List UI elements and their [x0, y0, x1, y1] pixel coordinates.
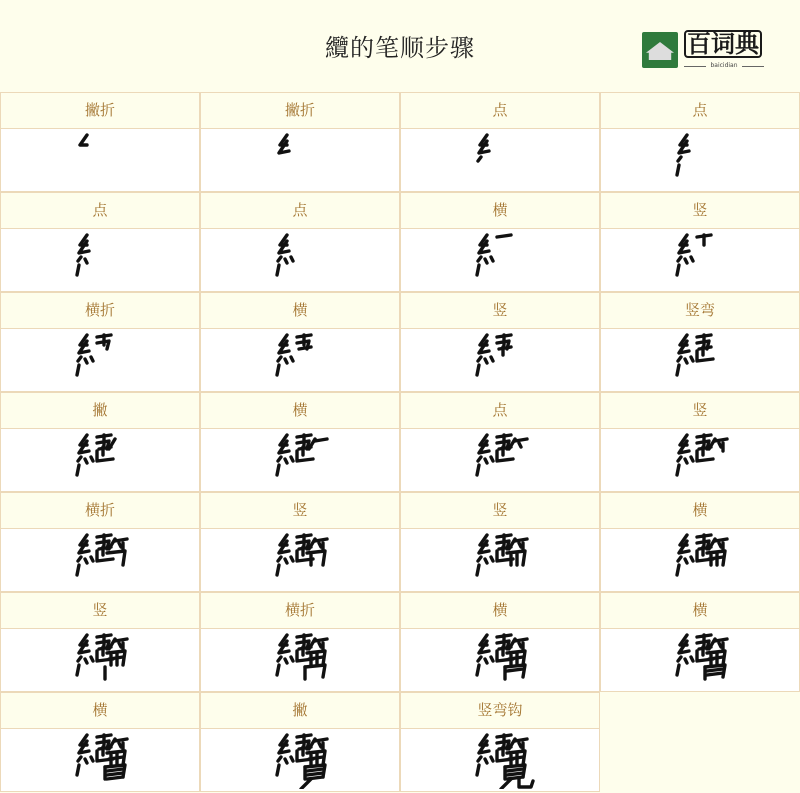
stroke-path — [491, 257, 493, 261]
stroke-path — [491, 357, 493, 361]
stroke-name: 横折 — [0, 292, 200, 329]
stroke-path — [519, 443, 521, 447]
stroke-progress-glyph — [600, 629, 800, 692]
stroke-progress-glyph — [400, 729, 600, 792]
character-glyph-icon — [275, 131, 335, 189]
stroke-progress-glyph — [400, 329, 600, 392]
stroke-step-cell — [0, 192, 200, 292]
stroke-path — [78, 657, 81, 661]
stroke-path — [78, 557, 81, 561]
stroke-path — [315, 439, 327, 441]
stroke-step-cell — [600, 292, 800, 392]
stroke-path — [307, 773, 323, 775]
stroke-path — [77, 365, 79, 375]
site-logo[interactable] — [640, 32, 766, 72]
stroke-path — [719, 643, 721, 647]
stroke-path — [491, 557, 493, 561]
stroke-step-cell — [200, 92, 400, 192]
stroke-path — [291, 757, 293, 761]
stroke-progress-glyph — [200, 729, 400, 792]
page-title: 纜的笔顺步骤 — [325, 34, 475, 62]
stroke-path — [497, 451, 513, 461]
character-glyph-icon — [675, 531, 735, 589]
stroke-progress-glyph — [200, 429, 400, 492]
stroke-path — [91, 557, 93, 561]
character-glyph-icon — [75, 531, 135, 589]
stroke-step-cell — [200, 392, 400, 492]
character-glyph-icon — [75, 231, 135, 289]
stroke-path — [678, 157, 681, 161]
stroke-progress-glyph — [200, 129, 400, 192]
stroke-path — [477, 265, 479, 275]
stroke-path — [307, 769, 323, 771]
stroke-path — [709, 657, 723, 659]
stroke-path — [285, 559, 287, 563]
stroke-path — [478, 657, 481, 661]
stroke-path — [677, 365, 679, 375]
stroke-path — [107, 773, 123, 775]
stroke-path — [478, 157, 481, 161]
stroke-step-cell — [0, 592, 200, 692]
stroke-path — [691, 557, 693, 561]
stroke-path — [691, 457, 693, 461]
grid-row — [0, 292, 800, 392]
stroke-progress-glyph — [0, 729, 200, 792]
stroke-path — [685, 359, 687, 363]
stroke-path — [85, 359, 87, 363]
character-glyph-icon — [275, 231, 335, 289]
stroke-path — [477, 465, 479, 475]
stroke-path — [109, 657, 123, 659]
stroke-step-cell — [200, 592, 400, 692]
stroke-path — [315, 739, 327, 741]
logo-subtitle: baicidian — [684, 62, 764, 69]
stroke-step-cell — [0, 92, 200, 192]
stroke-path — [91, 457, 93, 461]
stroke-path — [478, 357, 481, 361]
stroke-path — [277, 465, 279, 475]
stroke-path — [309, 657, 323, 659]
character-glyph-icon — [275, 531, 335, 589]
stroke-path — [715, 639, 727, 641]
stroke-progress-glyph — [600, 429, 800, 492]
stroke-path — [707, 673, 723, 675]
stroke-name: 点 — [600, 92, 800, 129]
stroke-progress-glyph — [400, 529, 600, 592]
stroke-path — [715, 539, 727, 541]
stroke-progress-glyph — [200, 529, 400, 592]
stroke-step-cell — [400, 92, 600, 192]
stroke-path — [685, 259, 687, 263]
stroke-name: 竖弯钩 — [400, 692, 600, 729]
stroke-progress-glyph — [600, 129, 800, 192]
character-glyph-icon — [675, 431, 735, 489]
stroke-step-cell — [200, 492, 400, 592]
stroke-name: 横 — [0, 692, 200, 729]
character-glyph-icon — [275, 431, 335, 489]
character-glyph-icon — [275, 331, 335, 389]
stroke-path — [691, 357, 693, 361]
stroke-step-cell — [600, 192, 800, 292]
character-glyph-icon — [475, 231, 535, 289]
header — [0, 0, 800, 92]
stroke-path — [91, 357, 93, 361]
stroke-progress-glyph — [0, 629, 200, 692]
stroke-name: 横 — [200, 292, 400, 329]
stroke-path — [478, 257, 481, 261]
stroke-path — [477, 665, 479, 675]
stroke-name: 横折 — [200, 592, 400, 629]
stroke-path — [91, 657, 93, 661]
character-glyph-icon — [475, 131, 535, 189]
character-glyph-icon — [475, 531, 535, 589]
stroke-path — [477, 365, 479, 375]
stroke-path — [285, 659, 287, 663]
stroke-path — [515, 639, 527, 641]
stroke-name: 横 — [400, 192, 600, 229]
stroke-path — [719, 443, 721, 447]
stroke-path — [107, 769, 123, 771]
stroke-path — [301, 779, 311, 789]
stroke-path — [119, 743, 121, 747]
stroke-path — [519, 743, 521, 747]
stroke-path — [519, 643, 521, 647]
stroke-name: 竖 — [600, 392, 800, 429]
stroke-path — [78, 257, 81, 261]
stroke-path — [285, 759, 287, 763]
stroke-name: 点 — [0, 192, 200, 229]
stroke-step-cell — [0, 392, 200, 492]
stroke-progress-glyph — [200, 329, 400, 392]
stroke-step-cell — [0, 492, 200, 592]
stroke-path — [109, 757, 123, 759]
stroke-path — [485, 359, 487, 363]
stroke-step-cell — [400, 392, 600, 492]
stroke-path — [685, 459, 687, 463]
stroke-name: 点 — [400, 392, 600, 429]
character-glyph-icon — [675, 231, 735, 289]
stroke-progress-glyph — [600, 229, 800, 292]
stroke-path — [697, 351, 713, 361]
grid-row — [0, 92, 800, 192]
stroke-path — [319, 643, 321, 647]
stroke-path — [291, 257, 293, 261]
stroke-path — [515, 539, 527, 541]
stroke-path — [305, 665, 325, 677]
stroke-path — [678, 457, 681, 461]
stroke-path — [291, 657, 293, 661]
character-glyph-icon — [275, 631, 335, 689]
stroke-path — [115, 639, 127, 641]
stroke-step-cell — [400, 592, 600, 692]
stroke-path — [477, 565, 479, 575]
stroke-path — [278, 557, 281, 561]
stroke-path — [519, 779, 533, 787]
stroke-path — [485, 459, 487, 463]
stroke-step-cell — [400, 192, 600, 292]
stroke-progress-glyph — [0, 229, 200, 292]
character-glyph-icon — [75, 331, 135, 389]
stroke-path — [691, 257, 693, 261]
character-glyph-icon — [275, 731, 335, 789]
stroke-path — [309, 757, 323, 759]
stroke-path — [707, 669, 723, 671]
stroke-name: 点 — [400, 92, 600, 129]
stroke-step-cell — [600, 592, 800, 692]
stroke-path — [507, 669, 523, 671]
character-glyph-icon — [75, 631, 135, 689]
stroke-path — [507, 769, 523, 771]
stroke-path — [119, 543, 121, 547]
stroke-progress-glyph — [600, 329, 800, 392]
stroke-path — [77, 265, 79, 275]
stroke-path — [78, 357, 81, 361]
stroke-step-cell — [600, 392, 800, 492]
stroke-name: 横 — [200, 392, 400, 429]
stroke-path — [491, 757, 493, 761]
stroke-path — [678, 657, 681, 661]
stroke-path — [78, 757, 81, 761]
grid-row — [0, 392, 800, 492]
grid-row — [0, 492, 800, 592]
stroke-path — [77, 765, 79, 775]
stroke-name: 撇折 — [0, 92, 200, 129]
stroke-step-cell — [400, 292, 600, 392]
stroke-step-cell — [200, 292, 400, 392]
stroke-name: 撇折 — [200, 92, 400, 129]
stroke-step-cell — [200, 192, 400, 292]
stroke-path — [678, 557, 681, 561]
stroke-path — [478, 557, 481, 561]
grid-row — [0, 692, 800, 792]
stroke-path — [85, 659, 87, 663]
stroke-path — [515, 439, 527, 441]
stroke-path — [285, 259, 287, 263]
stroke-path — [278, 757, 281, 761]
stroke-progress-glyph — [400, 229, 600, 292]
character-glyph-icon — [475, 431, 535, 489]
stroke-progress-glyph — [0, 329, 200, 392]
stroke-path — [285, 459, 287, 463]
stroke-name: 竖 — [200, 492, 400, 529]
stroke-path — [709, 557, 723, 559]
stroke-path — [319, 543, 321, 547]
stroke-progress-glyph — [0, 529, 200, 592]
character-glyph-icon — [75, 731, 135, 789]
stroke-path — [277, 265, 279, 275]
character-glyph-icon — [675, 631, 735, 689]
stroke-name: 竖 — [400, 292, 600, 329]
character-glyph-icon — [75, 431, 135, 489]
stroke-step-cell — [600, 492, 800, 592]
stroke-path — [278, 257, 281, 261]
stroke-path — [278, 357, 281, 361]
stroke-name: 点 — [200, 192, 400, 229]
stroke-path — [85, 459, 87, 463]
stroke-path — [509, 757, 523, 759]
stroke-path — [91, 757, 93, 761]
stroke-path — [115, 539, 127, 541]
stroke-path — [509, 657, 523, 659]
stroke-path — [685, 559, 687, 563]
stroke-path — [278, 457, 281, 461]
stroke-path — [485, 259, 487, 263]
stroke-name: 竖 — [600, 192, 800, 229]
character-glyph-icon — [75, 131, 135, 189]
stroke-path — [97, 451, 113, 461]
stroke-path — [291, 457, 293, 461]
stroke-name: 横 — [600, 592, 800, 629]
character-glyph-icon — [475, 631, 535, 689]
stroke-path — [515, 739, 527, 741]
stroke-step-cell — [400, 692, 600, 792]
stroke-path — [277, 565, 279, 575]
stroke-name: 横折 — [0, 492, 200, 529]
stroke-path — [677, 565, 679, 575]
stroke-progress-glyph — [200, 629, 400, 692]
stroke-path — [677, 265, 679, 275]
stroke-path — [291, 557, 293, 561]
stroke-path — [277, 365, 279, 375]
stroke-path — [691, 657, 693, 661]
grid-row — [0, 192, 800, 292]
stroke-progress-glyph — [200, 229, 400, 292]
stroke-path — [285, 359, 287, 363]
character-glyph-icon — [475, 731, 535, 789]
stroke-path — [297, 451, 313, 461]
stroke-name: 竖 — [400, 492, 600, 529]
stroke-path — [77, 665, 79, 675]
stroke-path — [685, 659, 687, 663]
stroke-progress-glyph — [400, 629, 600, 692]
stroke-name: 横 — [600, 492, 800, 529]
stroke-path — [119, 643, 121, 647]
stroke-path — [497, 235, 511, 237]
stroke-path — [677, 665, 679, 675]
logo-text — [684, 30, 764, 58]
stroke-path — [697, 451, 713, 461]
logo-name: 百词典 — [684, 30, 762, 58]
stroke-path — [107, 777, 123, 779]
character-glyph-icon — [475, 331, 535, 389]
stroke-path — [278, 657, 281, 661]
stroke-path — [78, 457, 81, 461]
stroke-path — [291, 357, 293, 361]
stroke-path — [80, 135, 87, 145]
stroke-path — [715, 439, 727, 441]
stroke-path — [677, 465, 679, 475]
stroke-path — [85, 559, 87, 563]
stroke-path — [699, 347, 711, 349]
stroke-name: 竖弯 — [600, 292, 800, 329]
stroke-path — [519, 543, 521, 547]
stroke-path — [491, 657, 493, 661]
stroke-step-cell — [400, 492, 600, 592]
stroke-progress-glyph — [400, 429, 600, 492]
stroke-path — [315, 539, 327, 541]
stroke-path — [678, 257, 681, 261]
stroke-step-cell — [200, 692, 400, 792]
stroke-step-cell — [600, 92, 800, 192]
stroke-path — [477, 765, 479, 775]
stroke-path — [77, 565, 79, 575]
stroke-name: 竖 — [0, 592, 200, 629]
stroke-path — [319, 743, 321, 747]
stroke-path — [478, 457, 481, 461]
stroke-path — [85, 259, 87, 263]
stroke-path — [485, 559, 487, 563]
stroke-path — [507, 773, 523, 775]
stroke-path — [501, 779, 511, 789]
stroke-name: 横 — [400, 592, 600, 629]
stroke-path — [478, 757, 481, 761]
stroke-progress-glyph — [600, 529, 800, 592]
stroke-path — [277, 765, 279, 775]
stroke-progress-glyph — [0, 429, 200, 492]
stroke-path — [299, 347, 311, 349]
stroke-progress-glyph — [0, 129, 200, 192]
stroke-name: 撇 — [200, 692, 400, 729]
grid-row — [0, 592, 800, 692]
stroke-path — [491, 457, 493, 461]
stroke-path — [485, 659, 487, 663]
stroke-path — [678, 357, 681, 361]
stroke-path — [77, 465, 79, 475]
stroke-path — [677, 165, 679, 175]
stroke-path — [485, 759, 487, 763]
stroke-path — [277, 665, 279, 675]
stroke-path — [115, 739, 127, 741]
character-glyph-icon — [675, 331, 735, 389]
stroke-progress-glyph — [400, 129, 600, 192]
stroke-path — [315, 639, 327, 641]
stroke-path — [499, 347, 511, 349]
stroke-step-cell — [0, 692, 200, 792]
character-glyph-icon — [675, 131, 735, 189]
stroke-path — [719, 543, 721, 547]
stroke-path — [85, 759, 87, 763]
pavilion-icon — [642, 32, 678, 68]
stroke-step-cell — [0, 292, 200, 392]
stroke-name: 撇 — [0, 392, 200, 429]
